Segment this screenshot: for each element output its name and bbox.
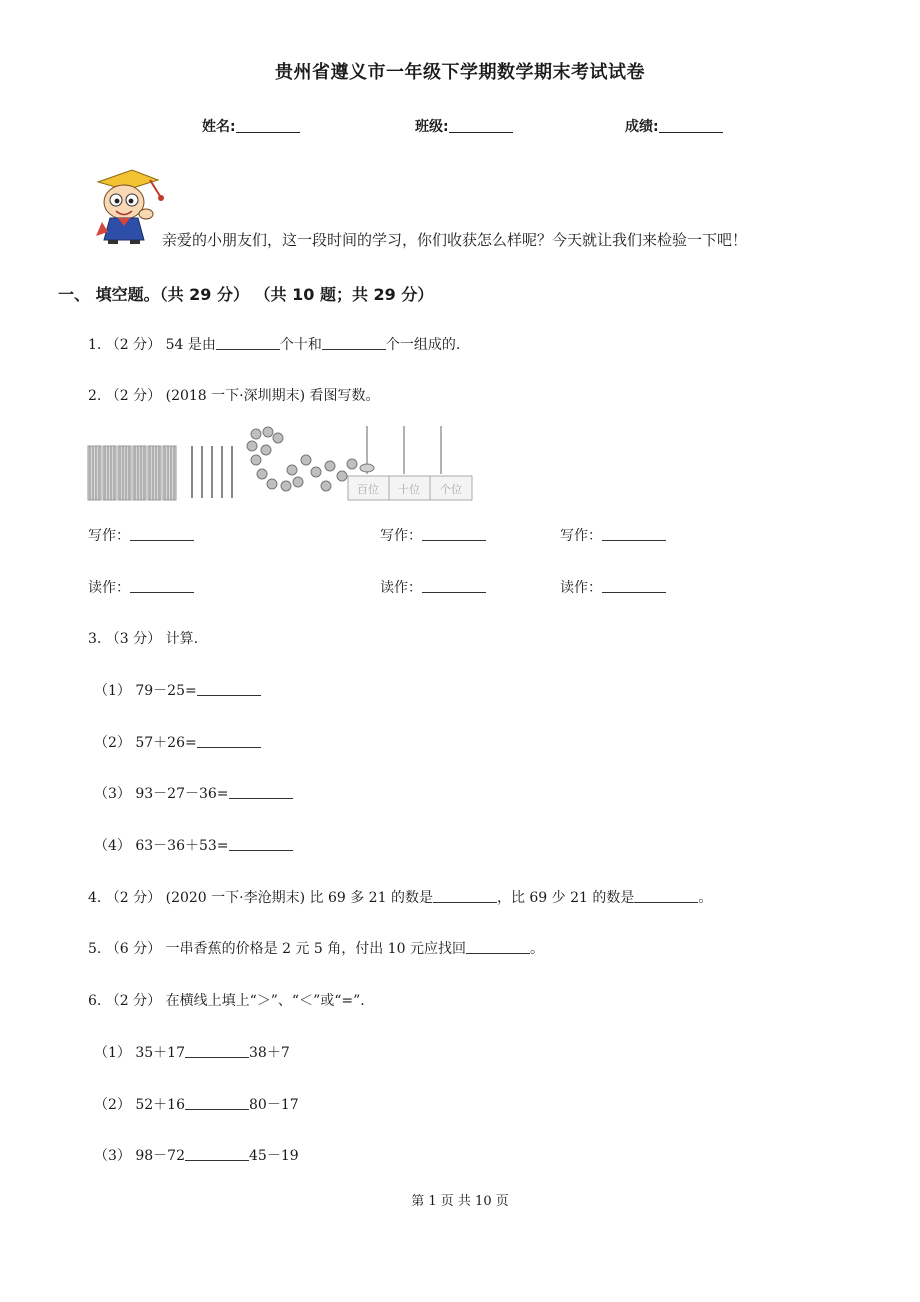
q6-sub-3	[94, 1145, 299, 1165]
q3-sub-4-blank[interactable]	[229, 838, 293, 851]
q4-prefix: 4. （2 分） (2020 一下·李沧期末) 比 69 多 21 的数是	[88, 890, 433, 906]
page-footer: 第 1 页 共 10 页	[411, 1194, 509, 1209]
write-blank-1[interactable]	[130, 528, 194, 541]
class-blank[interactable]	[449, 118, 513, 133]
question-2: 2. （2 分） (2018 一下·深圳期末) 看图写数。	[88, 388, 380, 404]
name-blank[interactable]	[236, 118, 300, 133]
q3-sub-1-blank[interactable]	[197, 683, 261, 696]
class-label: 班级:	[415, 119, 449, 135]
q1-blank-2[interactable]	[322, 337, 386, 350]
q1-prefix: 1. （2 分） 54 是由	[88, 337, 216, 353]
q3-sub-3-blank[interactable]	[229, 786, 293, 799]
read-blank-1[interactable]	[130, 580, 194, 593]
write-answer-3	[560, 525, 666, 545]
q1-mid: 个十和	[279, 337, 322, 353]
flower-dots	[247, 427, 357, 491]
q6-sub-3-left: （3） 98－72	[94, 1148, 185, 1164]
read-answer-2	[380, 577, 486, 597]
q3-sub-3-text: （3） 93－27－36=	[94, 786, 229, 802]
tens-label: 十位	[398, 483, 420, 496]
q1-suffix: 个一组成的.	[385, 337, 461, 353]
q6-sub-3-blank[interactable]	[185, 1148, 249, 1161]
q3-sub-2-blank[interactable]	[197, 735, 261, 748]
write-label: 写作：	[380, 528, 422, 544]
q6-sub-2	[94, 1094, 299, 1114]
single-sticks	[192, 446, 232, 498]
counting-figure	[86, 420, 476, 504]
q3-sub-2-text: （2） 57＋26=	[94, 735, 197, 751]
q4-mid: ，比 69 少 21 的数是	[496, 890, 635, 906]
hundreds-label: 百位	[357, 483, 379, 496]
read-label: 读作：	[560, 580, 602, 596]
abacus	[348, 426, 472, 500]
q4-blank-1[interactable]	[433, 890, 497, 903]
question-6: 6. （2 分） 在横线上填上“＞”、“＜”或“=”.	[88, 993, 365, 1009]
write-answer-1	[88, 525, 194, 545]
q6-sub-2-left: （2） 52＋16	[94, 1097, 185, 1113]
ones-label: 个位	[440, 483, 462, 496]
q6-sub-1	[94, 1042, 290, 1062]
q3-sub-3	[94, 783, 293, 803]
q3-sub-4	[94, 835, 293, 855]
question-4	[88, 887, 712, 907]
page-title: 贵州省遵义市一年级下学期数学期末考试试卷	[275, 62, 645, 83]
write-answer-2	[380, 525, 486, 545]
q5-suffix: 。	[529, 941, 544, 957]
q3-sub-4-text: （4） 63－36＋53=	[94, 838, 229, 854]
name-field	[202, 116, 300, 136]
score-label: 成绩:	[625, 119, 659, 135]
q6-sub-2-blank[interactable]	[185, 1097, 249, 1110]
q4-blank-2[interactable]	[634, 890, 698, 903]
q3-sub-1-text: （1） 79－25=	[94, 683, 197, 699]
score-field	[625, 116, 723, 136]
q6-sub-2-right: 80－17	[249, 1097, 299, 1113]
read-answer-3	[560, 577, 666, 597]
read-blank-3[interactable]	[602, 580, 666, 593]
q1-blank-1[interactable]	[216, 337, 280, 350]
score-blank[interactable]	[659, 118, 723, 133]
write-blank-3[interactable]	[602, 528, 666, 541]
question-3: 3. （3 分） 计算.	[88, 631, 199, 647]
read-label: 读作：	[380, 580, 422, 596]
name-label: 姓名:	[202, 119, 236, 135]
read-label: 读作：	[88, 580, 130, 596]
write-blank-2[interactable]	[422, 528, 486, 541]
q6-sub-1-left: （1） 35＋17	[94, 1045, 185, 1061]
read-blank-2[interactable]	[422, 580, 486, 593]
q4-suffix: 。	[698, 890, 713, 906]
section-heading-fill-in: 一、 填空题。（共 29 分） （共 10 题；共 29 分）	[58, 285, 434, 304]
read-answer-1	[88, 577, 194, 597]
ten-bundles	[88, 446, 176, 500]
q5-prefix: 5. （6 分） 一串香蕉的价格是 2 元 5 角，付出 10 元应找回	[88, 941, 466, 957]
class-field	[415, 116, 513, 136]
greeting-text: 亲爱的小朋友们，这一段时间的学习，你们收获怎么样呢？今天就让我们来检验一下吧！	[162, 231, 748, 249]
write-label: 写作：	[560, 528, 602, 544]
q3-sub-1	[94, 680, 261, 700]
write-label: 写作：	[88, 528, 130, 544]
q5-blank[interactable]	[466, 941, 530, 954]
question-1	[88, 334, 460, 354]
q3-sub-2	[94, 732, 261, 752]
mascot-image	[88, 166, 166, 246]
q6-sub-1-right: 38＋7	[249, 1045, 290, 1061]
q6-sub-1-blank[interactable]	[185, 1045, 249, 1058]
question-5	[88, 938, 544, 958]
q6-sub-3-right: 45－19	[249, 1148, 299, 1164]
